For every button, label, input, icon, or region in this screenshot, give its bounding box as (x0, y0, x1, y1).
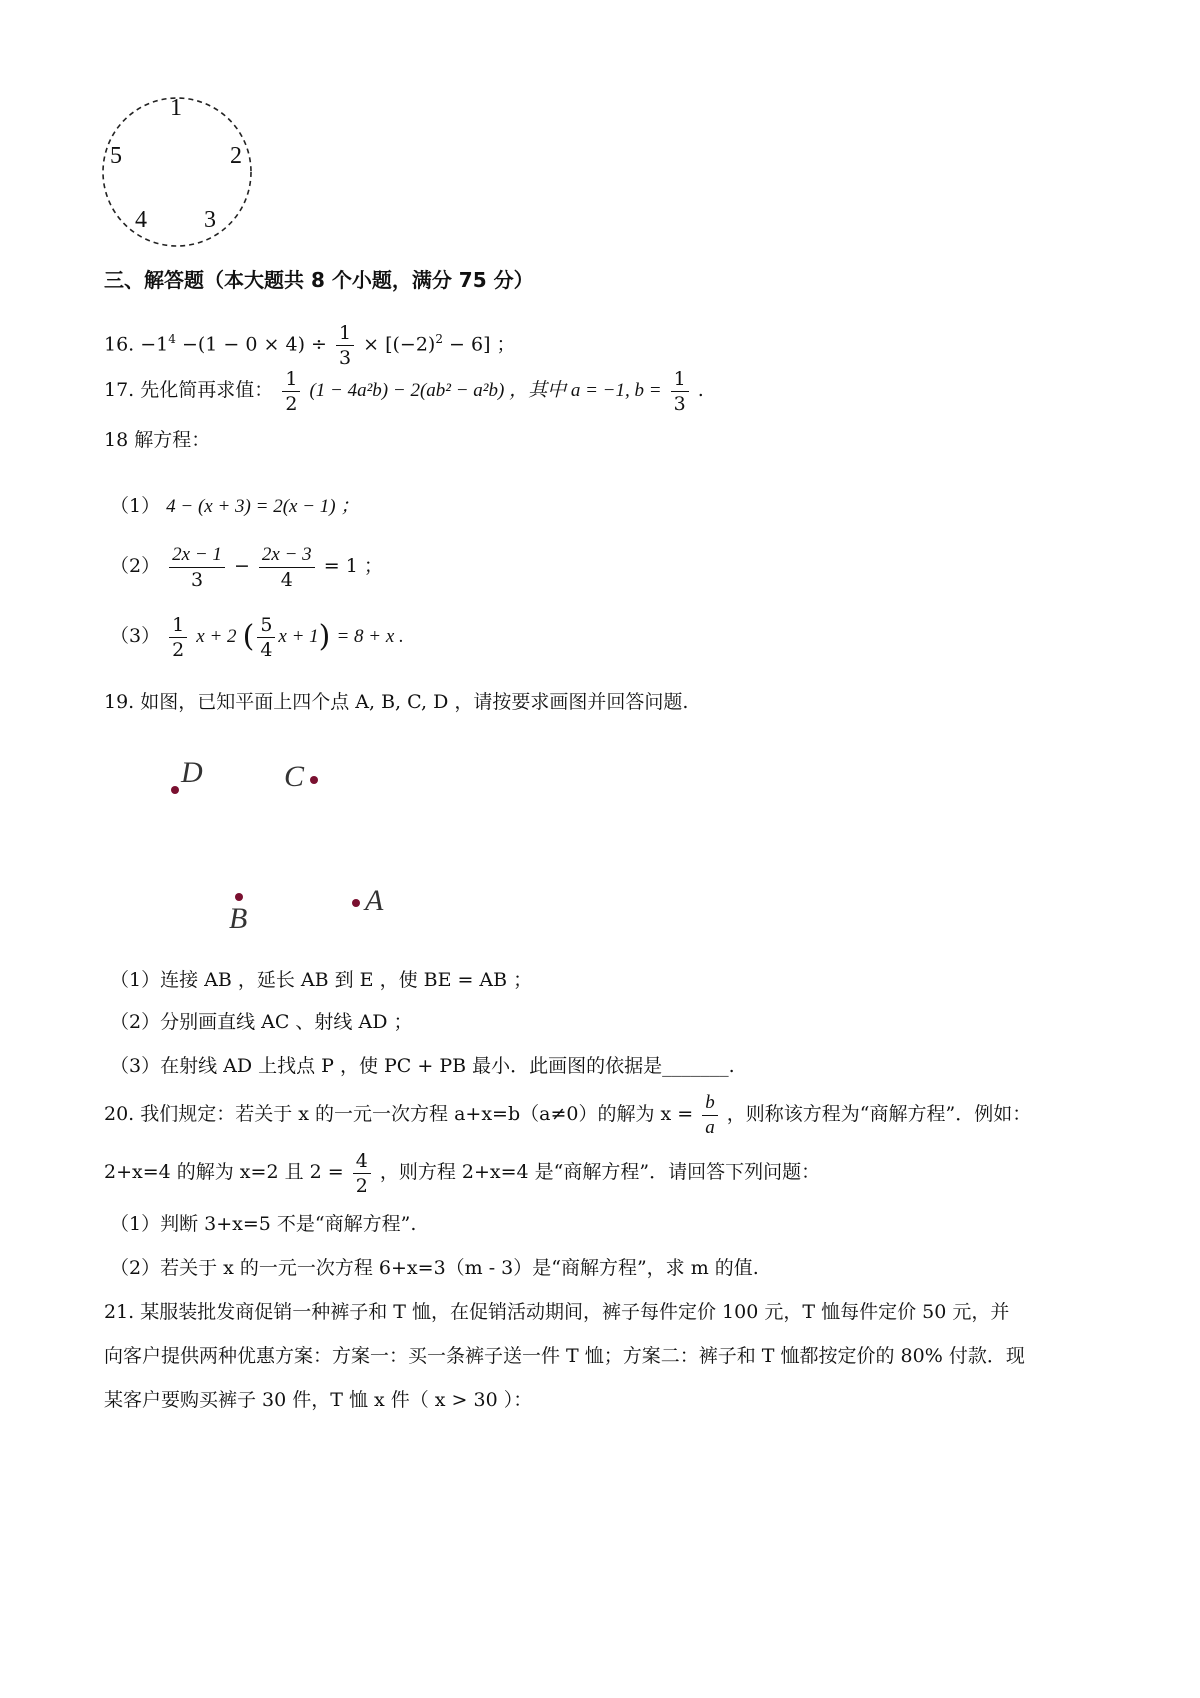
question-16 (104, 314, 516, 370)
q20-t3: 2+x=4 的解为 x=2 且 2 = (104, 1161, 344, 1183)
point-D-label: D (181, 756, 203, 789)
q20-num: b (702, 1091, 718, 1116)
q20-den: a (705, 1116, 715, 1138)
q17-fraction (282, 367, 300, 416)
q18-p1-label: （1） (110, 495, 161, 517)
q16-frac-num: 1 (336, 321, 354, 346)
q18-p2-end: = 1 ； (323, 555, 383, 577)
q20-fraction-2 (353, 1149, 371, 1198)
question-21-line-2: 向客户提供两种优惠方案：方案一：买一条裤子送一件 T 恤；方案二：裤子和 T 恤都按定价的 80% 付款．现 (104, 1345, 1025, 1367)
q18-p2-n1: 2x − 1 (169, 543, 225, 568)
q17-b-den: 3 (673, 392, 686, 415)
q18-p2-label: （2） (110, 555, 161, 577)
q18-p3-label: （3） (110, 625, 161, 647)
point-A-dot (352, 899, 360, 907)
point-C-dot (310, 776, 318, 784)
q17-end: . (697, 379, 704, 401)
point-B-label: B (229, 902, 248, 935)
q18-p3-d1: 2 (172, 638, 185, 661)
question-18-part-3: （3） $\frac{1}{2}$ x + 2 ( $\frac{5}{4}$ x + 1) = 8 + x . (110, 613, 404, 661)
question-18-part-2 (110, 540, 383, 592)
circle-number-3: 3 (204, 207, 216, 233)
q17-expr: (1 − 4a²b) − 2(ab² − a²b) ，其中 a = −1, b = (309, 380, 662, 401)
question-20-line-2 (104, 1146, 820, 1198)
q20-t1: 20. 我们规定：若关于 x 的一元一次方程 a+x=b（a≠0）的解为 x = (104, 1103, 694, 1125)
q18-p2-frac-2 (259, 543, 315, 592)
question-19-text: 19. 如图，已知平面上四个点 A, B, C, D ，请按要求画图并回答问题. (104, 691, 689, 713)
q18-p1-expr: 4 − (x + 3) = 2(x − 1) ； (166, 496, 360, 517)
q16-fraction (336, 321, 354, 370)
q18-p2-d1: 3 (190, 568, 204, 591)
point-B-dot (235, 893, 243, 901)
q18-p3-frac-1 (169, 613, 187, 662)
q18-p3-end: = 8 + x . (336, 626, 404, 647)
point-A-label: A (365, 884, 384, 917)
point-D-dot (171, 786, 179, 794)
question-20-line-1 (104, 1088, 1031, 1140)
section-heading: 三、解答题（本大题共 8 个小题，满分 75 分） (104, 268, 534, 292)
q18-p3-b: x + 1 (278, 626, 319, 647)
circle-number-1: 1 (170, 95, 182, 121)
q20-t4: ，则方程 2+x=4 是“商解方程”．请回答下列问题： (379, 1161, 821, 1183)
q18-p3-frac-2 (257, 613, 275, 662)
q20-fraction (702, 1091, 718, 1140)
question-19-part-2: （2）分别画直线 AC 、射线 AD ； (110, 1011, 413, 1033)
q20-den2: 2 (355, 1174, 368, 1197)
question-19-part-1: （1）连接 AB ，延长 AB 到 E ，使 BE = AB ； (110, 969, 533, 991)
q16-expr-b: −(1 − 0 × 4) ÷ (181, 333, 327, 356)
q16-expr-d: − 6] ； (449, 333, 516, 356)
question-18-part-1 (110, 492, 359, 521)
question-21-line-1: 21. 某服装批发商促销一种裤子和 T 恤，在促销活动期间，裤子每件定价 100 元，T 恤每件定价 50 元，并 (104, 1301, 1010, 1323)
question-17 (104, 364, 704, 417)
circle-number-5: 5 (110, 143, 122, 169)
q18-p2-d2: 4 (280, 568, 293, 591)
q18-p3-d2: 4 (260, 638, 273, 661)
point-C-label: C (284, 760, 305, 793)
q18-p2-n2: 2x − 3 (259, 543, 315, 568)
q16-frac-den: 3 (338, 346, 352, 369)
q17-b-fraction (671, 367, 689, 416)
q20-t2: ，则称该方程为“商解方程”．例如： (726, 1103, 1032, 1125)
q18-p3-n1: 1 (169, 613, 187, 638)
question-19-part-3: （3）在射线 AD 上找点 P ，使 PC + PB 最小．此画图的依据是_______. (110, 1055, 735, 1077)
circle-number-2: 2 (230, 143, 242, 169)
q16-expr-c: × [(−2) (363, 333, 436, 356)
q16-expr-a: −1 (140, 333, 169, 356)
question-20-part-2: （2）若关于 x 的一元一次方程 6+x=3（m - 3）是“商解方程”，求 m 的值. (110, 1257, 759, 1279)
question-20-part-1: （1）判断 3+x=5 不是“商解方程”. (110, 1213, 417, 1235)
q16-sup4: 4 (168, 332, 176, 346)
q18-p2-mid: − (233, 555, 250, 577)
q18-p2-frac-1 (169, 543, 225, 592)
question-21-line-3: 某客户要购买裤子 30 件，T 恤 x 件（ x > 30 ）： (104, 1389, 533, 1411)
question-18-label: 18 解方程： (104, 429, 211, 451)
circle-figure (100, 95, 255, 250)
q17-frac-num: 1 (282, 367, 300, 392)
q18-p3-n2: 5 (257, 613, 275, 638)
q17-b-num: 1 (671, 367, 689, 392)
q16-sup2: 2 (435, 332, 443, 346)
q20-num2: 4 (353, 1149, 371, 1174)
q18-p3-a: x + 2 (196, 626, 237, 647)
q17-frac-den: 2 (285, 392, 298, 415)
q16-label: 16. (104, 333, 135, 356)
circle-number-4: 4 (135, 207, 147, 233)
q17-label: 17. 先化简再求值： (104, 379, 274, 401)
